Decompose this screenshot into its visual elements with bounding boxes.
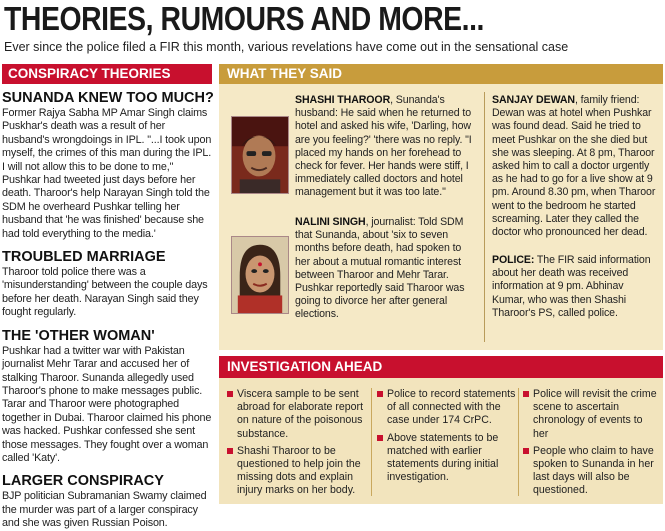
quote-text: The FIR said information about her death was received information at 9 pm. Abhinav Kumar, who was then Shashi Tharoor's PS, called police. <box>492 254 651 319</box>
list-item: Viscera sample to be sent abroad for elaborate report on nature of the poisonous substance. <box>227 388 369 441</box>
quote-text: , journalist: Told SDM that Sunanda, about 'six to seven months before death, had spoken to her about a mutual romantic interest between Tharoor and Mehr Tarar. Pushkar reportedly said Tharoor was going to divorce her after general elections. <box>295 216 465 321</box>
section-body-other-woman: Pushkar had a twitter war with Pakistan journalist Mehr Tarar and accused her of stalking Tharoor. Sunanda allegedly used Tharoor's phone to make messages public. Tarar and Tharoor were photographed together in Dubai. Tharoor claimed his phone was hacked. Pushkar confessed she sent those messages. They fought over a woman called 'Katy'. <box>2 344 212 464</box>
speaker-name: POLICE: <box>492 254 535 266</box>
list-item: Above statements to be matched with earlier statements during initial investigation. <box>377 432 517 485</box>
column-divider <box>518 388 519 496</box>
column-divider <box>371 388 372 496</box>
section-title-knew-too-much: SUNANDA KNEW TOO MUCH? <box>2 90 214 106</box>
what-they-said-panel <box>219 64 663 350</box>
quote-police <box>492 254 658 320</box>
conspiracy-theories-column <box>2 64 214 530</box>
quote-sanjay-dewan <box>492 94 658 239</box>
what-they-said-label: WHAT THEY SAID <box>219 64 663 84</box>
quote-nalini-singh <box>231 216 479 322</box>
page-headline: THEORIES, RUMOURS AND MORE... <box>4 0 485 37</box>
investigation-ahead-panel <box>219 356 663 504</box>
quote-shashi-tharoor <box>231 94 479 200</box>
section-title-troubled-marriage: TROUBLED MARRIAGE <box>2 249 166 266</box>
list-item: Police will revisit the crime scene to ascertain chronology of events to her <box>523 388 659 441</box>
conspiracy-theories-label: CONSPIRACY THEORIES <box>2 64 212 84</box>
section-title-other-woman: THE 'OTHER WOMAN' <box>2 327 155 344</box>
list-item: Shashi Tharoor to be questioned to help join the missing dots and explain injury marks on her body. <box>227 445 369 498</box>
speaker-name: SANJAY DEWAN <box>492 94 575 106</box>
list-item: People who claim to have spoken to Sunanda in her last days will also be questioned. <box>523 445 659 498</box>
list-item: Police to record statements of all connected with the case under 174 CrPC. <box>377 388 517 428</box>
quote-text: , Sunanda's husband: He said when he returned to hotel and asked his wife, 'Darling, how are you feeling?' 'there was no reply. "I placed my hands on her forehead to check for fever. Her hands were stiff, I immediately called doctors and hotel management but it was too late." <box>295 94 472 199</box>
speaker-name: SHASHI THAROOR <box>295 94 391 106</box>
page-subtitle: Ever since the police filed a FIR this month, various revelations have come out in the sensational case <box>4 40 569 54</box>
investigation-column-1 <box>227 388 369 502</box>
speaker-name: NALINI SINGH <box>295 216 366 228</box>
column-divider <box>484 92 485 342</box>
section-title-larger-conspiracy: LARGER CONSPIRACY <box>2 473 164 490</box>
section-body-troubled-marriage: Tharoor told police there was a 'misunderstanding' between the couple days before her death. Narayan Singh said they fought regularly. <box>2 266 208 319</box>
investigation-ahead-label: INVESTIGATION AHEAD <box>219 356 663 378</box>
section-body-larger-conspiracy: BJP politician Subramanian Swamy claimed the murder was part of a larger conspiracy and she was given Russian Poison. <box>2 490 207 530</box>
investigation-column-3 <box>523 388 659 502</box>
quote-text: , family friend: Dewan was at hotel when Pushkar was found dead. Said he tried to meet Pushkar on the she died but she was sleeping. At 8 pm, Tharoor asked him to call a doctor urgently as he had to go for a live show at 9 pm. Around 8.30 pm, when Tharoor went to the bedroom he started screaming. Later they called the doctor who pronounced her dead. <box>492 94 656 239</box>
investigation-column-2 <box>377 388 517 488</box>
section-body-knew-too-much: Former Rajya Sabha MP Amar Singh claims Puskhar's death was a result of her husband's wrongdoings in IPL. "...I took upon myself, the crimes of this man during the IPL. I will not allow this to be done to me," Pushkar had tweeted just days before her death. Tharoor's help Narayan Singh told the SDM he overheard Pushkar telling her husband that 'he was finished' because she had told everything to the media.' <box>2 107 212 240</box>
